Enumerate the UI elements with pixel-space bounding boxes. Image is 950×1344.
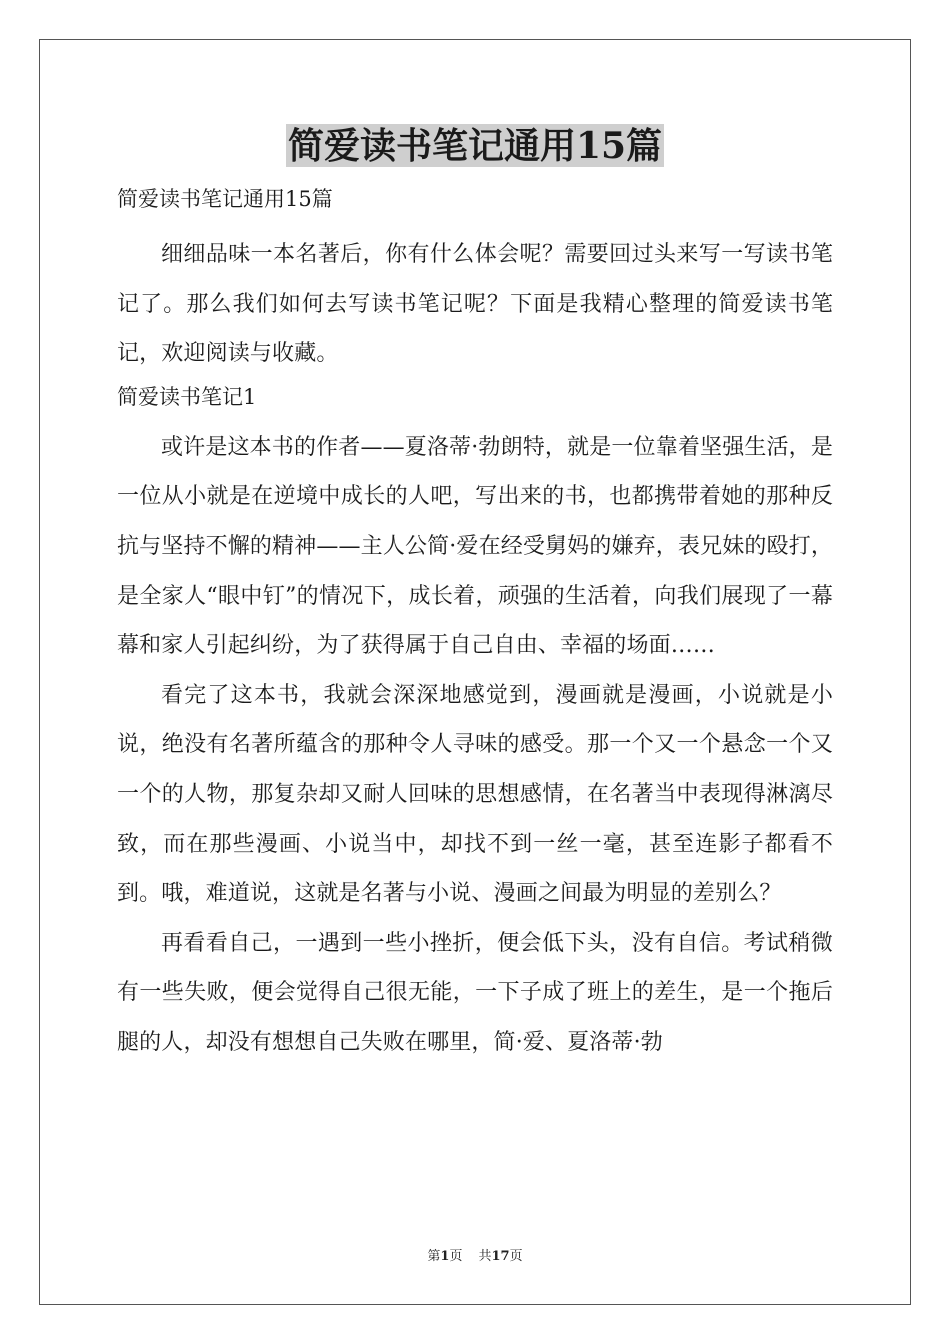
document-body (117, 181, 833, 1068)
intro-paragraph: 细细品味一本名著后，你有什么体会呢？需要回过头来写一写读书笔记了。那么我们如何去写读书笔记呢？下面是我精心整理的简爱读书笔记，欢迎阅读与收藏。 (117, 242, 833, 367)
document-title-block (0, 124, 950, 167)
page-suffix: 页 (449, 1249, 463, 1264)
page-prefix: 第 (427, 1249, 441, 1264)
document-subtitle: 简爱读书笔记通用15篇 (117, 187, 333, 211)
total-pages: 17 (491, 1249, 510, 1264)
page-number: 1 (440, 1249, 450, 1264)
body-paragraph: 或许是这本书的作者——夏洛蒂·勃朗特，就是一位靠着坚强生活，是一位从小就是在逆境中成长的人吧，写出来的书，也都携带着她的那种反抗与坚持不懈的精神——主人公简·爱在经受舅妈的嫌弃，表兄妹的殴打，是全家人“眼中钉”的情况下，成长着，顽强的生活着，向我们展现了一幕幕和家人引起纠纷，为了获得属于自己自由、幸福的场面…… (117, 434, 833, 659)
body-paragraph: 再看看自己，一遇到一些小挫折，便会低下头，没有自信。考试稍微有一些失败，便会觉得自己很无能，一下子成了班上的差生，是一个拖后腿的人，却没有想想自己失败在哪里，简·爱、夏洛蒂·勃 (117, 930, 833, 1055)
total-prefix: 共 (478, 1249, 492, 1264)
body-paragraph: 看完了这本书，我就会深深地感觉到，漫画就是漫画，小说就是小说，绝没有名著所蕴含的那种令人寻味的感受。那一个又一个悬念一个又一个的人物，那复杂却又耐人回味的思想感情，在名著当中表现得淋漓尽致，而在那些漫画、小说当中，却找不到一丝一毫，甚至连影子都看不到。哦，难道说，这就是名著与小说、漫画之间最为明显的差别么？ (117, 682, 833, 907)
section-heading: 简爱读书笔记1 (117, 384, 257, 409)
page-footer (0, 1248, 950, 1266)
total-suffix: 页 (509, 1249, 523, 1264)
document-title: 简爱读书笔记通用15篇 (287, 125, 663, 167)
